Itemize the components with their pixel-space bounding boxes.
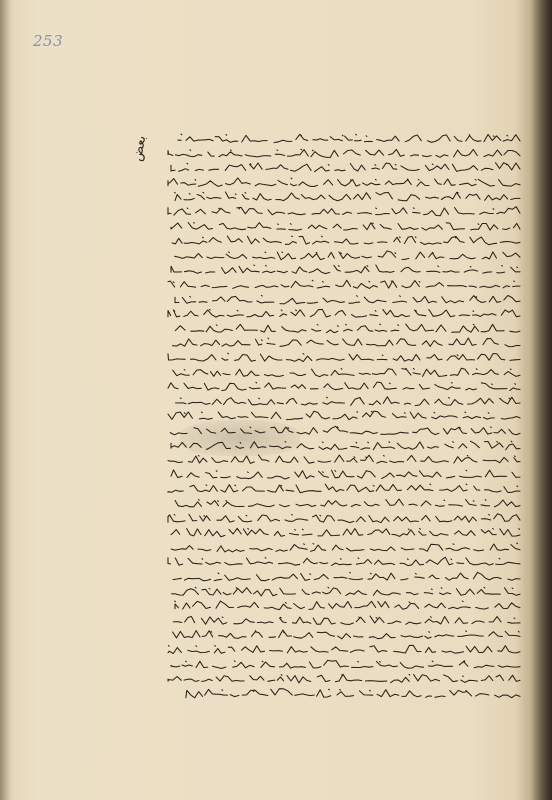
script-ink: [166, 482, 522, 494]
script-ink: [173, 293, 522, 305]
script-line: [169, 658, 522, 670]
manuscript-text-block: [162, 132, 522, 700]
script-ink: [169, 570, 522, 582]
script-ink: [166, 585, 522, 597]
script-ink: [166, 351, 522, 363]
script-ink: [166, 555, 522, 567]
script-line: [166, 351, 522, 363]
script-ink: [169, 263, 522, 275]
script-line: [166, 380, 522, 392]
script-ink: [169, 468, 522, 480]
folio-number: 253: [33, 32, 64, 50]
script-line: [176, 132, 522, 144]
script-ink: [173, 599, 522, 611]
script-ink: [166, 672, 522, 684]
script-line: [166, 409, 522, 421]
script-line: [169, 526, 522, 538]
script-line: [173, 293, 522, 305]
script-line: [166, 585, 522, 597]
script-ink: [166, 307, 522, 319]
script-ink: [166, 643, 522, 655]
script-ink: [166, 424, 522, 436]
script-line: [166, 147, 522, 159]
script-line: [169, 322, 522, 334]
script-line: [166, 541, 522, 553]
script-line: [166, 614, 522, 626]
script-line: [169, 439, 522, 451]
script-line: [184, 687, 522, 699]
script-line: [169, 468, 522, 480]
script-ink: [166, 541, 522, 553]
script-ink: [169, 322, 522, 334]
script-ink: [166, 234, 522, 246]
script-ink: [169, 439, 522, 451]
script-ink: [166, 249, 522, 261]
script-line: [166, 336, 522, 348]
script-ink: [173, 497, 522, 509]
script-ink: [166, 205, 522, 217]
script-line: [166, 555, 522, 567]
script-line: [173, 190, 522, 202]
script-line: [173, 497, 522, 509]
script-ink: [169, 658, 522, 670]
script-ink: [166, 336, 522, 348]
script-line: [169, 570, 522, 582]
script-ink: [169, 161, 522, 173]
script-line: [166, 234, 522, 246]
script-ink: [166, 512, 522, 524]
script-ink: [169, 628, 522, 640]
gutter-shadow: [0, 0, 10, 800]
script-line: [166, 278, 522, 290]
script-line: [166, 307, 522, 319]
page-edge-shadow: [530, 0, 552, 800]
script-ink: [169, 526, 522, 538]
script-line: [166, 424, 522, 436]
script-line: [169, 263, 522, 275]
script-ink: [176, 132, 522, 144]
script-line: [166, 453, 522, 465]
script-ink: [166, 147, 522, 159]
script-line: [166, 205, 522, 217]
script-line: [173, 395, 522, 407]
script-ink: [166, 614, 522, 626]
script-line: [173, 599, 522, 611]
script-line: [166, 482, 522, 494]
script-line: [169, 366, 522, 378]
script-ink: [166, 380, 522, 392]
script-line: [166, 512, 522, 524]
script-ink: [166, 278, 522, 290]
script-line: [166, 643, 522, 655]
script-ink: [166, 453, 522, 465]
catchword: بعض: [130, 134, 150, 163]
script-line: [166, 249, 522, 261]
script-ink: [184, 687, 522, 699]
script-ink: [173, 395, 522, 407]
script-line: [169, 161, 522, 173]
script-ink: [169, 220, 522, 232]
script-line: [166, 176, 522, 188]
script-line: [166, 672, 522, 684]
script-line: [169, 220, 522, 232]
script-ink: [166, 409, 522, 421]
script-line: [169, 628, 522, 640]
script-ink: [166, 176, 522, 188]
script-ink: [169, 366, 522, 378]
script-ink: [173, 190, 522, 202]
